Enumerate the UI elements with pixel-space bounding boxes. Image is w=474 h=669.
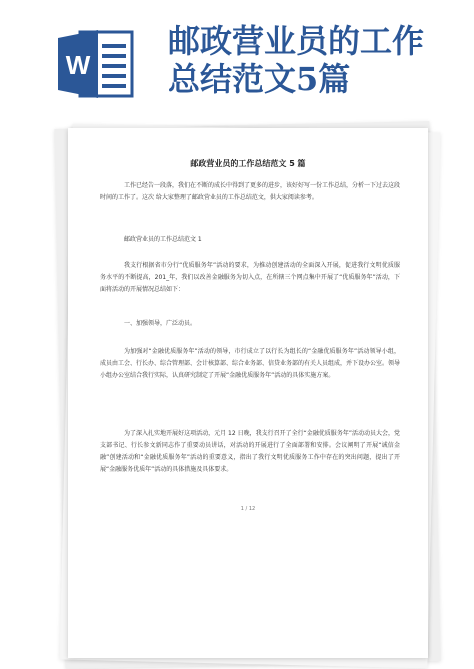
page-title — [168, 22, 468, 98]
paragraph-intro: 工作已经告一段落，我们在不断的成长中得到了更多的进步，该好好写一份工作总结，分析一下过去这段时间的工作了。这次 给大家整理了邮政营业员的工作总结范文，供大家阅读参考。 — [100, 182, 401, 201]
word-document-icon — [58, 28, 136, 100]
subheading-1: 一、加强领导，广泛动员。 — [124, 320, 197, 327]
page-number: 1 / 12 — [240, 506, 256, 512]
page-title-line-1: 邮政营业员的工作 — [168, 22, 425, 60]
document-title: 邮政营业员的工作总结范文 5 篇 — [190, 159, 306, 168]
paragraph-2: 为加强对“金融优质服务年”活动的领导，市行成立了以行长为组长的“金融优质服务年”活动领导小组，成员由工会、行长办、综合管理部、会计核算部、综合业务部、信贷业务部的有关人员组成，并下设办公室。领导小组办公室结合我行实际，认真研究制定了开展“金融优质服务年”活动的具体实施方案。 — [100, 348, 401, 379]
page-title-line-2: 总结范文5篇 — [168, 60, 351, 98]
paragraph-1: 我支行根据省市分行“优质服务年”活动的要求，为推动创建活动的全面深入开展，促进我行文明优质服务水平的不断提高，201_年，我们以改善金融服务为切入点，在所辖三个网点集中开展了“优质服务年”活动，下面将活动的开展情况总结如下： — [100, 262, 400, 293]
header-banner — [0, 0, 474, 120]
paragraph-3: 为了深入扎实地开展好这项活动，元月 12 日晚，我支行召开了全行“金融优质服务年”活动动员大会，党支部书记、行长参文新同志作了重要动员讲话，对活动的开展进行了全面部署和安排。会议阐明了开展“诚信金融”创建活动和“金融优质服务年”活动的重要意义，指出了我行文明优质服务工作中存在的突出问题，提出了开展“金融服务优质年”活动的具体措施及具体要求。 — [100, 430, 400, 473]
document-page — [68, 128, 428, 658]
section-heading: 邮政营业员的工作总结范文 1 — [124, 236, 202, 243]
svg-text:W: W — [65, 50, 91, 80]
